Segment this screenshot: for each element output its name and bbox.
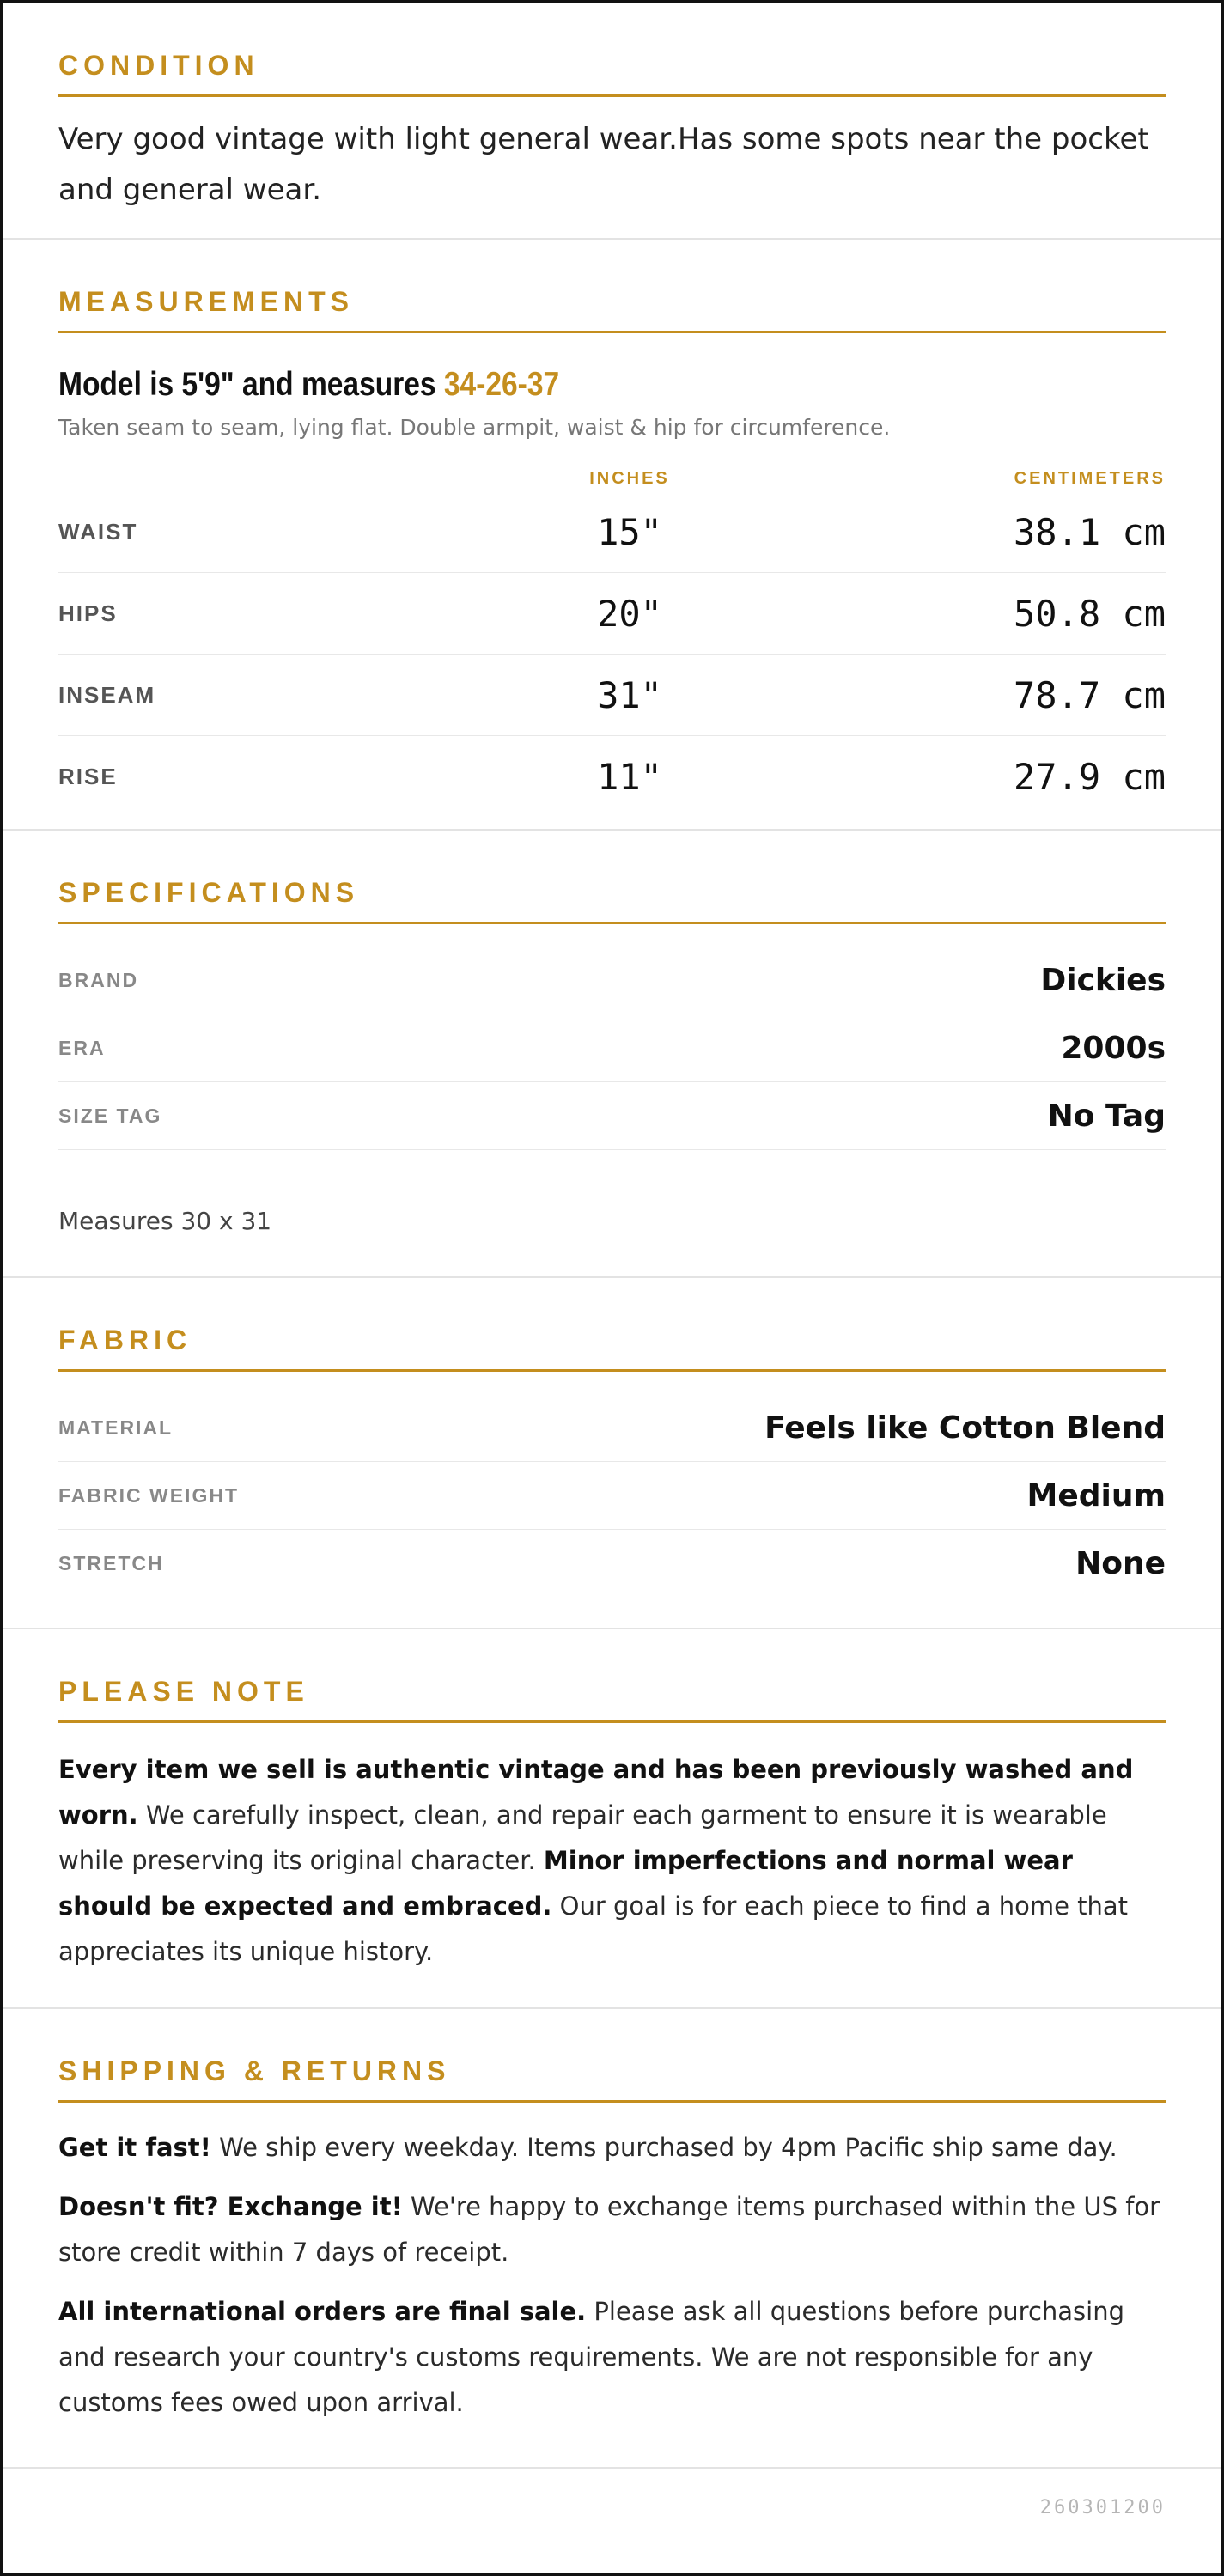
condition-section [3,3,1221,240]
measurement-inches: 11" [597,755,662,798]
shipping-item-text: We're happy to exchange items purchased within the US for store credit within 7 days of receipt. [58,2192,1160,2267]
model-prefix: Model is 5'9" and measures [58,366,444,403]
model-value: 34-26-37 [443,366,560,403]
condition-text: Very good vintage with light general wear.Has some spots near the pocket and general wear. [58,122,1149,207]
specifications-section [3,831,1221,1278]
note-bold-1: Every item we sell is authentic vintage and has been previously washed and worn. [58,1755,1134,1830]
fabric-value: None [1075,1545,1166,1581]
centimeters-column-header: CENTIMETERS [1014,468,1166,488]
fabric-section [3,1278,1221,1629]
inches-column-header: INCHES [589,468,670,488]
shipping-info [58,2125,1166,2467]
footer-item-code: 260301200 [1039,2496,1166,2518]
fabric-label: STRETCH [58,1551,164,1574]
measurement-inches: 20" [597,592,662,635]
measurement-row-inseam [58,655,1166,736]
shipping-item [58,2289,1166,2426]
spec-value: Dickies [1040,962,1166,998]
model-measurements [58,366,1011,404]
shipping-item-text: We ship every weekday. Items purchased by 4pm Pacific ship same day. [210,2133,1117,2162]
measurements-section [3,240,1221,831]
spec-row-brand [58,947,1166,1014]
measurements-table [58,491,1166,829]
spec-label: ERA [58,1036,106,1059]
please-note-heading: PLEASE NOTE [58,1674,1166,1723]
spec-label: BRAND [58,968,139,991]
spec-extra-note: Measures 30 x 31 [58,1178,1166,1276]
measurement-row-waist [58,491,1166,573]
measurement-inches: 31" [597,673,662,716]
shipping-item-bold: Doesn't fit? Exchange it! [58,2192,403,2221]
shipping-section [3,2009,1221,2469]
measurement-row-rise [58,736,1166,817]
measurement-row-hips [58,573,1166,655]
note-text-1: We carefully inspect, clean, and repair each garment to ensure it is wearable while preserving its original character. [58,1800,1107,1875]
spec-row-era [58,1014,1166,1082]
fabric-heading: FABRIC [58,1323,1166,1372]
measurement-label: WAIST [58,518,138,545]
note-bold-2: Minor imperfections and normal wear should be expected and embraced. [58,1846,1073,1921]
shipping-item-text: Please ask all questions before purchasing and research your country's customs requirements. We are not responsible for any customs fees owed upon arrival. [58,2297,1125,2417]
fabric-label: MATERIAL [58,1416,174,1439]
measurements-table-header [58,466,1166,491]
measurement-label: RISE [58,763,118,789]
please-note-section [3,1629,1221,2009]
spec-label: SIZE TAG [58,1104,162,1127]
fabric-row-weight [58,1462,1166,1530]
note-text-2: Our goal is for each piece to find a home that appreciates its unique history. [58,1891,1129,1966]
measurement-inches: 15" [597,510,662,553]
shipping-item [58,2184,1166,2275]
measurement-cm: 27.9 cm [1013,755,1166,798]
spec-value: 2000s [1061,1030,1166,1066]
measurement-cm: 38.1 cm [1013,510,1166,553]
specifications-heading: SPECIFICATIONS [58,875,1166,924]
measurement-label: INSEAM [58,681,156,708]
spec-row-size-tag [58,1082,1166,1150]
measurement-cm: 50.8 cm [1013,592,1166,635]
fabric-label: FABRIC WEIGHT [58,1483,239,1507]
shipping-heading: SHIPPING & RETURNS [58,2054,1166,2103]
please-note-text [58,1747,1166,2007]
fabric-list [58,1394,1166,1597]
shipping-item-bold: All international orders are final sale. [58,2297,587,2326]
measurements-heading: MEASUREMENTS [58,284,1166,333]
specifications-list [58,947,1166,1150]
fabric-value: Feels like Cotton Blend [764,1410,1166,1446]
measurement-note: Taken seam to seam, lying flat. Double armpit, waist & hip for circumference. [58,415,891,440]
measurement-cm: 78.7 cm [1013,673,1166,716]
measurement-label: HIPS [58,600,118,626]
fabric-value: Medium [1026,1477,1166,1513]
condition-heading: CONDITION [58,48,1166,97]
fabric-row-material [58,1394,1166,1462]
fabric-row-stretch [58,1530,1166,1597]
shipping-item [58,2125,1166,2171]
shipping-item-bold: Get it fast! [58,2133,211,2162]
spec-value: No Tag [1047,1098,1166,1134]
